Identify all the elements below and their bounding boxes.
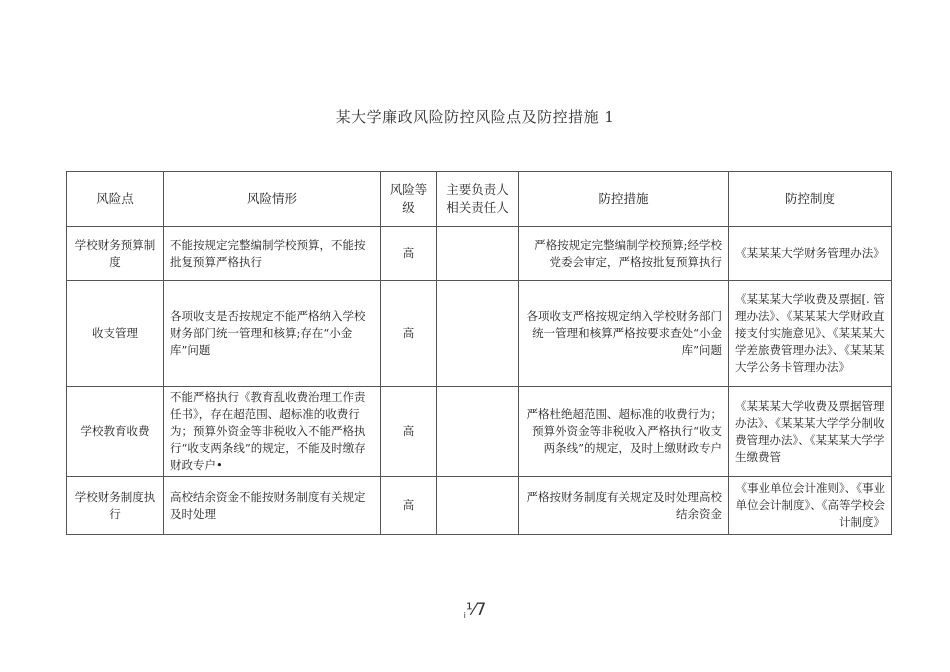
page-number (0, 600, 950, 620)
cell-risk-point: 学校财务制度执行 (67, 477, 164, 535)
cell-measures: 严格按规定完整编制学校预算;经学校党委会审定，严格按批复预算执行 (519, 227, 729, 281)
cell-risk-situation: 不能严格执行《教育乱收费治理工作责任书》，存在超范围、超标准的收费行为；预算外资金等非税收入不能严格执行“收支两条线”的规定，不能及时缴存财政专户• (164, 387, 381, 477)
cell-measures: 严格杜绝超范围、超标准的收费行为；预算外资金等非税收入严格执行“收支两条线”的规定，及时上缴财政专户 (519, 387, 729, 477)
cell-risk-level: 高 (381, 477, 437, 535)
cell-risk-point: 学校财务预算制度 (67, 227, 164, 281)
page-number-text: ⅟7 (465, 600, 487, 620)
header-risk-level: 风险等级 (381, 172, 437, 227)
header-responsible: 主要负责人相关责任人 (437, 172, 519, 227)
cell-risk-level: 高 (381, 227, 437, 281)
cell-risk-situation: 不能按规定完整编制学校预算，不能按批复预算严格执行 (164, 227, 381, 281)
cell-risk-level: 高 (381, 387, 437, 477)
cell-responsible (437, 227, 519, 281)
document-title: 某大学廉政风险防控风险点及防控措施 1 (335, 108, 615, 126)
cell-responsible (437, 387, 519, 477)
header-risk-point: 风险点 (67, 172, 164, 227)
table-header-row (67, 172, 892, 227)
risk-table (66, 171, 892, 535)
table-row (67, 281, 892, 387)
cell-system: 《某某某大学收费及票据管理办法》、《某某某大学学分制收费管理办法》、《某某某大学学生缴费管 (729, 387, 892, 477)
page-tick-mark: i (463, 611, 466, 620)
cell-risk-point: 学校教育收费 (67, 387, 164, 477)
cell-responsible (437, 281, 519, 387)
cell-risk-situation: 各项收支是否按规定不能严格纳入学校财务部门统一管理和核算;存在“小金库”问题 (164, 281, 381, 387)
header-risk-situation: 风险情形 (164, 172, 381, 227)
table-row (67, 387, 892, 477)
cell-system: 《某某某大学财务管理办法》 (729, 227, 892, 281)
header-measures: 防控措施 (519, 172, 729, 227)
cell-measures: 严格按财务制度有关规定及时处理高校结余资金 (519, 477, 729, 535)
cell-system: 《事业单位会计准则》、《事业单位会计制度》、《高等学校会计制度》 (729, 477, 892, 535)
cell-system: 《某某某大学收费及票据[. 管理办法》、《某某某大学财政直接支付实施意见》、《某某某大学差旅费管理办法》、《某某某大学公务卡管理办法》 (729, 281, 892, 387)
cell-risk-point: 收支管理 (67, 281, 164, 387)
header-system: 防控制度 (729, 172, 892, 227)
cell-risk-situation: 高校结余资金不能按财务制度有关规定及时处理 (164, 477, 381, 535)
table-row (67, 477, 892, 535)
table-row (67, 227, 892, 281)
cell-measures: 各项收支严格按规定纳入学校财务部门统一管理和核算严格按要求查处“小金库”问题 (519, 281, 729, 387)
cell-responsible (437, 477, 519, 535)
cell-risk-level: 高 (381, 281, 437, 387)
